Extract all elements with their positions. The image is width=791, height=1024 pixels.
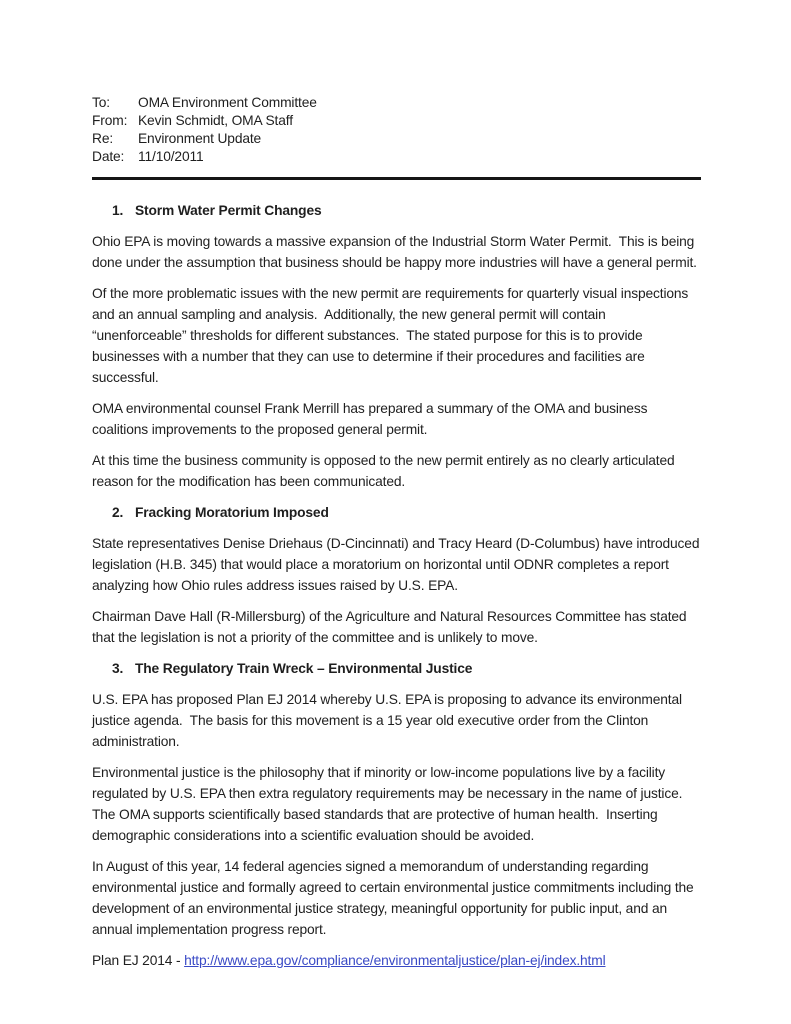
section-title: The Regulatory Train Wreck – Environmental Justice: [135, 661, 473, 676]
section-number: 1.: [112, 203, 124, 218]
memo-field-date: [92, 148, 701, 166]
section-heading: [92, 200, 701, 221]
paragraph: Environmental justice is the philosophy that if minority or low-income populations live by a facility regulated by U.S. EPA then extra regulatory requirements may be necessary in the name of justice. The OMA supports scientifically based standards that are protective of human health. Inserting demographic considerations into a scientific evaluation should be avoided.: [92, 765, 690, 843]
field-value: 11/10/2011: [138, 149, 204, 164]
paragraph: In August of this year, 14 federal agencies signed a memorandum of understanding regarding environmental justice and formally agreed to certain environmental justice commitments including the development of an environmental justice strategy, meaningful opportunity for public input, and an annual implementation progress report.: [92, 859, 698, 937]
paragraph: Of the more problematic issues with the new permit are requirements for quarterly visual inspections and an annual sampling and analysis. Additionally, the new general permit will contain “unenforceable” thresholds for different substances. The stated purpose for this is to provide businesses with a number that they can use to determine if their procedures and facilities are successful.: [92, 286, 692, 385]
paragraph: At this time the business community is opposed to the new permit entirely as no clearly articulated reason for the modification has been communicated.: [92, 453, 679, 489]
section-number: 2.: [112, 505, 124, 520]
plan-ej-link-line: [92, 950, 701, 971]
link-prefix: Plan EJ 2014 -: [92, 953, 185, 968]
memo-field-re: [92, 130, 701, 148]
field-label: Date:: [92, 149, 125, 164]
section-heading: [92, 502, 701, 523]
memo-header: [92, 94, 701, 166]
header-divider: [92, 177, 701, 180]
paragraph: Chairman Dave Hall (R-Millersburg) of the Agriculture and Natural Resources Committee has stated that the legislation is not a priority of the committee and is unlikely to move.: [92, 609, 691, 645]
section-storm-water: [92, 200, 701, 492]
section-heading: [92, 658, 701, 679]
section-title: Storm Water Permit Changes: [135, 203, 322, 218]
section-environmental-justice: [92, 658, 701, 940]
paragraph: Ohio EPA is moving towards a massive expansion of the Industrial Storm Water Permit. This is being done under the assumption that business should be happy more industries will have a general permit.: [92, 234, 698, 270]
field-value: Environment Update: [138, 131, 262, 146]
field-label: Re:: [92, 131, 114, 146]
paragraph: U.S. EPA has proposed Plan EJ 2014 whereby U.S. EPA is proposing to advance its environmental justice agenda. The basis for this movement is a 15 year old executive order from the Clinton administration.: [92, 692, 686, 749]
field-label: From:: [92, 113, 128, 128]
plan-ej-link[interactable]: http://www.epa.gov/compliance/environmentaljustice/plan-ej/index.html: [184, 953, 606, 968]
section-number: 3.: [112, 661, 124, 676]
field-label: To:: [92, 95, 110, 110]
section-title: Fracking Moratorium Imposed: [135, 505, 329, 520]
field-value: Kevin Schmidt, OMA Staff: [138, 113, 293, 128]
memo-field-to: [92, 94, 701, 112]
memo-field-from: [92, 112, 701, 130]
field-value: OMA Environment Committee: [138, 95, 317, 110]
paragraph: State representatives Denise Driehaus (D-Cincinnati) and Tracy Heard (D-Columbus) have introduced legislation (H.B. 345) that would place a moratorium on horizontal until ODNR completes a report analyzing how Ohio rules address issues raised by U.S. EPA.: [92, 536, 704, 593]
section-fracking-moratorium: [92, 502, 704, 648]
paragraph: OMA environmental counsel Frank Merrill has prepared a summary of the OMA and business coalitions improvements to the proposed general permit.: [92, 401, 652, 437]
